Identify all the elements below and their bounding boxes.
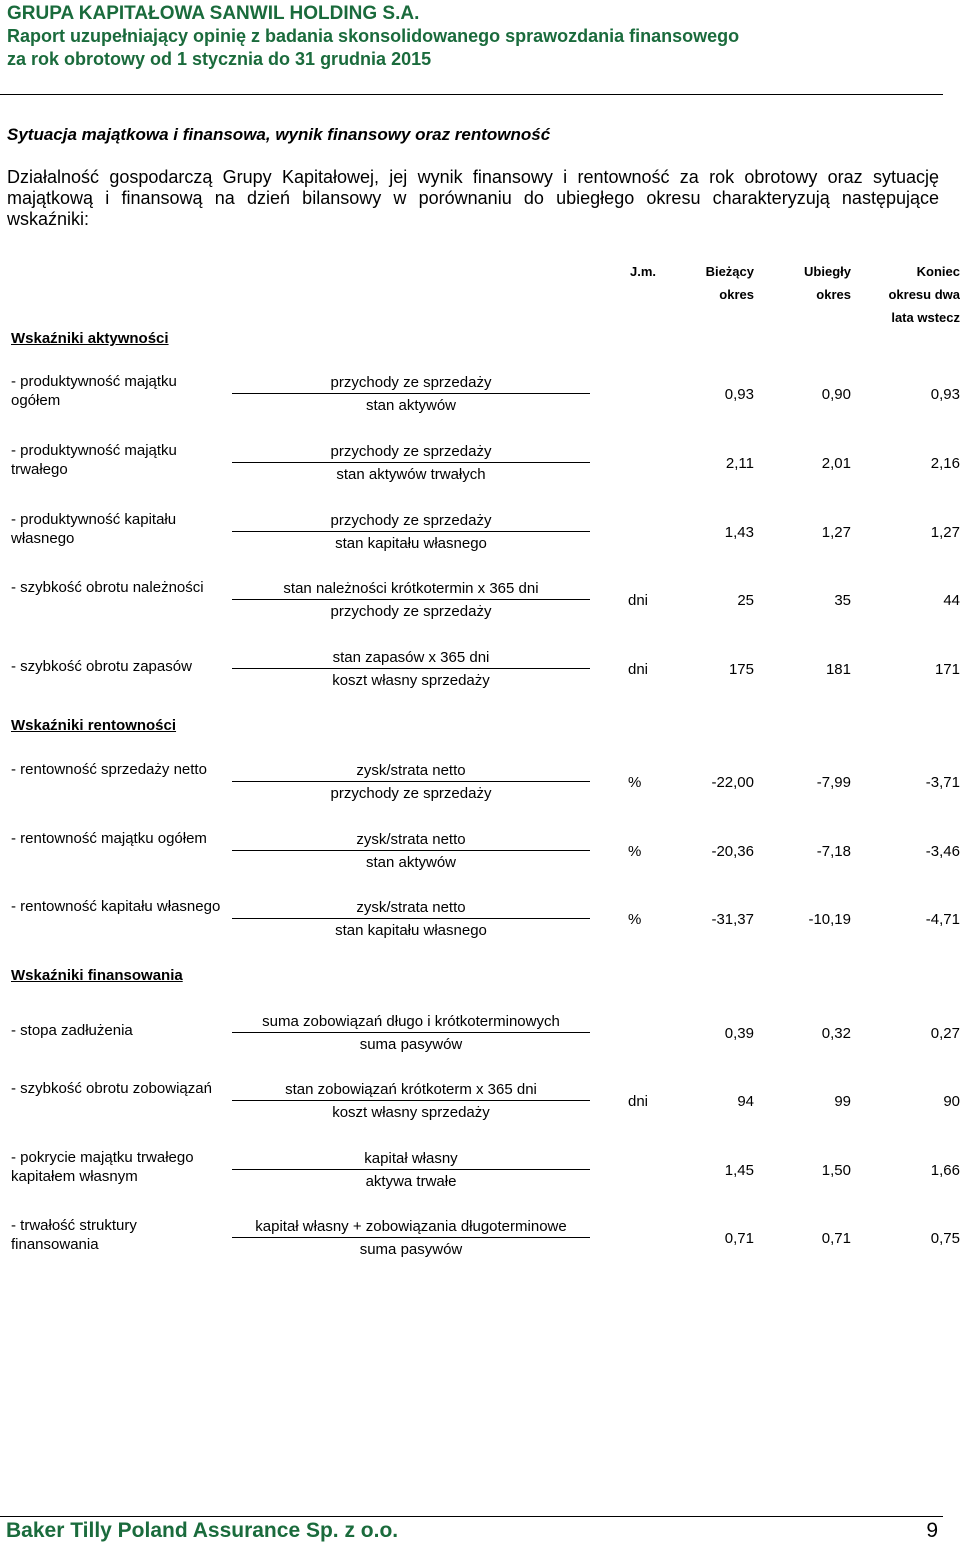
formula-numerator: zysk/strata netto	[356, 762, 466, 779]
value-previous: -7,18	[816, 843, 851, 860]
value-current: 175	[728, 661, 754, 678]
table-row	[0, 1216, 960, 1262]
row-label: - szybkość obrotu należności	[11, 579, 204, 596]
value-two-back: 2,16	[930, 455, 960, 472]
formula-denominator: stan aktywów	[365, 397, 457, 414]
table-row	[0, 897, 960, 943]
col-header-previous-2: okres	[816, 287, 851, 302]
footer-divider	[0, 1516, 943, 1517]
row-unit: %	[628, 843, 642, 860]
row-unit: dni	[628, 661, 649, 678]
value-previous: 0,32	[821, 1025, 851, 1042]
value-current: 0,71	[724, 1230, 754, 1247]
col-header-two-back-1: Koniec	[916, 264, 960, 279]
formula-denominator: suma pasywów	[359, 1241, 463, 1258]
value-two-back: 171	[934, 661, 960, 678]
value-current: 25	[737, 592, 754, 609]
footer-company-name: Baker Tilly Poland Assurance Sp. z o.o.	[6, 1519, 399, 1542]
value-two-back: 90	[943, 1093, 960, 1110]
formula-numerator: kapitał własny	[364, 1150, 458, 1167]
table-row	[0, 647, 960, 693]
formula-denominator: stan aktywów trwałych	[336, 466, 486, 483]
fraction-line	[232, 1237, 590, 1238]
group-title-financing: Wskaźniki finansowania	[11, 967, 183, 984]
col-header-current-1: Bieżący	[705, 264, 754, 279]
value-current: 0,93	[724, 386, 754, 403]
value-previous: 1,27	[821, 524, 851, 541]
table-row	[0, 578, 960, 624]
header-divider	[0, 94, 943, 95]
formula-numerator: kapitał własny + zobowiązania długoterminowe	[255, 1218, 567, 1235]
intro-paragraph: Działalność gospodarczą Grupy Kapitałowej, jej wynik finansowy i rentowność za rok obrotowy oraz sytuację majątkową i finansową na dzień bilansowy w porównaniu do ubiegłego okresu charakteryzują następujące wskaźniki:	[7, 167, 939, 229]
value-current: 1,45	[724, 1162, 754, 1179]
fraction-line	[232, 1032, 590, 1033]
page-number: 9	[926, 1519, 938, 1542]
row-label: - rentowność kapitału własnego	[11, 898, 221, 915]
formula-numerator: zysk/strata netto	[356, 899, 466, 916]
value-previous: -10,19	[808, 911, 851, 928]
value-previous: 2,01	[821, 455, 851, 472]
value-previous: 99	[834, 1093, 851, 1110]
table-row	[0, 1011, 960, 1057]
row-label: - trwałość struktury finansowania	[11, 1217, 137, 1253]
formula-denominator: przychody ze sprzedaży	[330, 785, 492, 802]
value-current: 2,11	[725, 455, 754, 472]
row-unit: %	[628, 911, 642, 928]
row-label: - stopa zadłużenia	[11, 1022, 133, 1039]
formula-denominator: przychody ze sprzedaży	[330, 603, 492, 620]
formula-numerator: stan zobowiązań krótkoterm x 365 dni	[285, 1081, 537, 1098]
formula-numerator: przychody ze sprzedaży	[330, 443, 492, 460]
value-current: -20,36	[711, 843, 754, 860]
value-two-back: -3,46	[925, 843, 960, 860]
fraction-line	[232, 393, 590, 394]
fraction-line	[232, 918, 590, 919]
row-label: - produktywność majątku trwałego	[11, 442, 177, 478]
col-header-two-back-2: okresu dwa	[888, 287, 960, 302]
value-current: 1,43	[724, 524, 754, 541]
formula-numerator: stan należności krótkotermin x 365 dni	[283, 580, 539, 597]
fraction-line	[232, 599, 590, 600]
formula-denominator: suma pasywów	[359, 1036, 463, 1053]
row-label: - produktywność kapitału własnego	[11, 511, 177, 547]
fraction-line	[232, 462, 590, 463]
row-unit: %	[628, 774, 642, 791]
fraction-line	[232, 1100, 590, 1101]
col-header-two-back-3: lata wstecz	[891, 310, 960, 325]
value-previous: 35	[834, 592, 851, 609]
table-row	[0, 510, 960, 556]
fraction-line	[232, 781, 590, 782]
value-two-back: 0,27	[930, 1025, 960, 1042]
col-header-previous-1: Ubiegły	[804, 264, 851, 279]
formula-denominator: koszt własny sprzedaży	[332, 672, 490, 689]
value-current: 94	[737, 1093, 754, 1110]
table-row	[0, 1148, 960, 1194]
value-previous: 1,50	[821, 1162, 851, 1179]
table-row	[0, 829, 960, 875]
row-label: - rentowność majątku ogółem	[11, 830, 207, 847]
value-two-back: 1,27	[930, 524, 960, 541]
group-title-profitability: Wskaźniki rentowności	[11, 717, 177, 734]
value-two-back: 0,93	[930, 386, 960, 403]
value-two-back: 0,75	[930, 1230, 960, 1247]
value-current: -31,37	[711, 911, 754, 928]
row-label: - szybkość obrotu zapasów	[11, 658, 192, 675]
table-row	[0, 372, 960, 418]
formula-denominator: aktywa trwałe	[365, 1173, 457, 1190]
value-two-back: -3,71	[925, 774, 960, 791]
fraction-line	[232, 1169, 590, 1170]
table-row	[0, 760, 960, 806]
value-current: -22,00	[711, 774, 754, 791]
value-previous: 0,90	[821, 386, 851, 403]
section-title: Sytuacja majątkowa i finansowa, wynik finansowy oraz rentowność	[7, 125, 551, 144]
formula-numerator: zysk/strata netto	[356, 831, 466, 848]
fraction-line	[232, 668, 590, 669]
report-title-line-2: za rok obrotowy od 1 stycznia do 31 grudnia 2015	[7, 49, 432, 69]
value-two-back: 44	[943, 592, 960, 609]
table-row	[0, 1079, 960, 1125]
formula-numerator: stan zapasów x 365 dni	[332, 649, 490, 666]
fraction-line	[232, 850, 590, 851]
formula-denominator: koszt własny sprzedaży	[332, 1104, 490, 1121]
value-two-back: -4,71	[925, 911, 960, 928]
value-two-back: 1,66	[930, 1162, 960, 1179]
value-previous: 0,71	[821, 1230, 851, 1247]
row-label: - produktywność majątku ogółem	[11, 373, 177, 409]
report-title-line-1: Raport uzupełniający opinię z badania skonsolidowanego sprawozdania finansowego	[7, 26, 740, 46]
row-label: - pokrycie majątku trwałego kapitałem własnym	[11, 1149, 194, 1185]
formula-numerator: przychody ze sprzedaży	[330, 374, 492, 391]
row-unit: dni	[628, 1093, 649, 1110]
formula-denominator: stan kapitału własnego	[335, 535, 487, 552]
table-row	[0, 441, 960, 487]
formula-numerator: przychody ze sprzedaży	[330, 512, 492, 529]
row-label: - rentowność sprzedaży netto	[11, 761, 207, 778]
value-previous: -7,99	[816, 774, 851, 791]
formula-denominator: stan aktywów	[365, 854, 457, 871]
col-header-current-2: okres	[719, 287, 754, 302]
company-name: GRUPA KAPITAŁOWA SANWIL HOLDING S.A.	[7, 3, 420, 24]
value-current: 0,39	[724, 1025, 754, 1042]
row-unit: dni	[628, 592, 649, 609]
value-previous: 181	[825, 661, 851, 678]
formula-denominator: stan kapitału własnego	[335, 922, 487, 939]
col-header-unit: J.m.	[630, 264, 657, 279]
formula-numerator: suma zobowiązań długo i krótkoterminowych	[262, 1013, 560, 1030]
group-title-activity: Wskaźniki aktywności	[11, 330, 169, 347]
fraction-line	[232, 531, 590, 532]
row-label: - szybkość obrotu zobowiązań	[11, 1080, 212, 1097]
